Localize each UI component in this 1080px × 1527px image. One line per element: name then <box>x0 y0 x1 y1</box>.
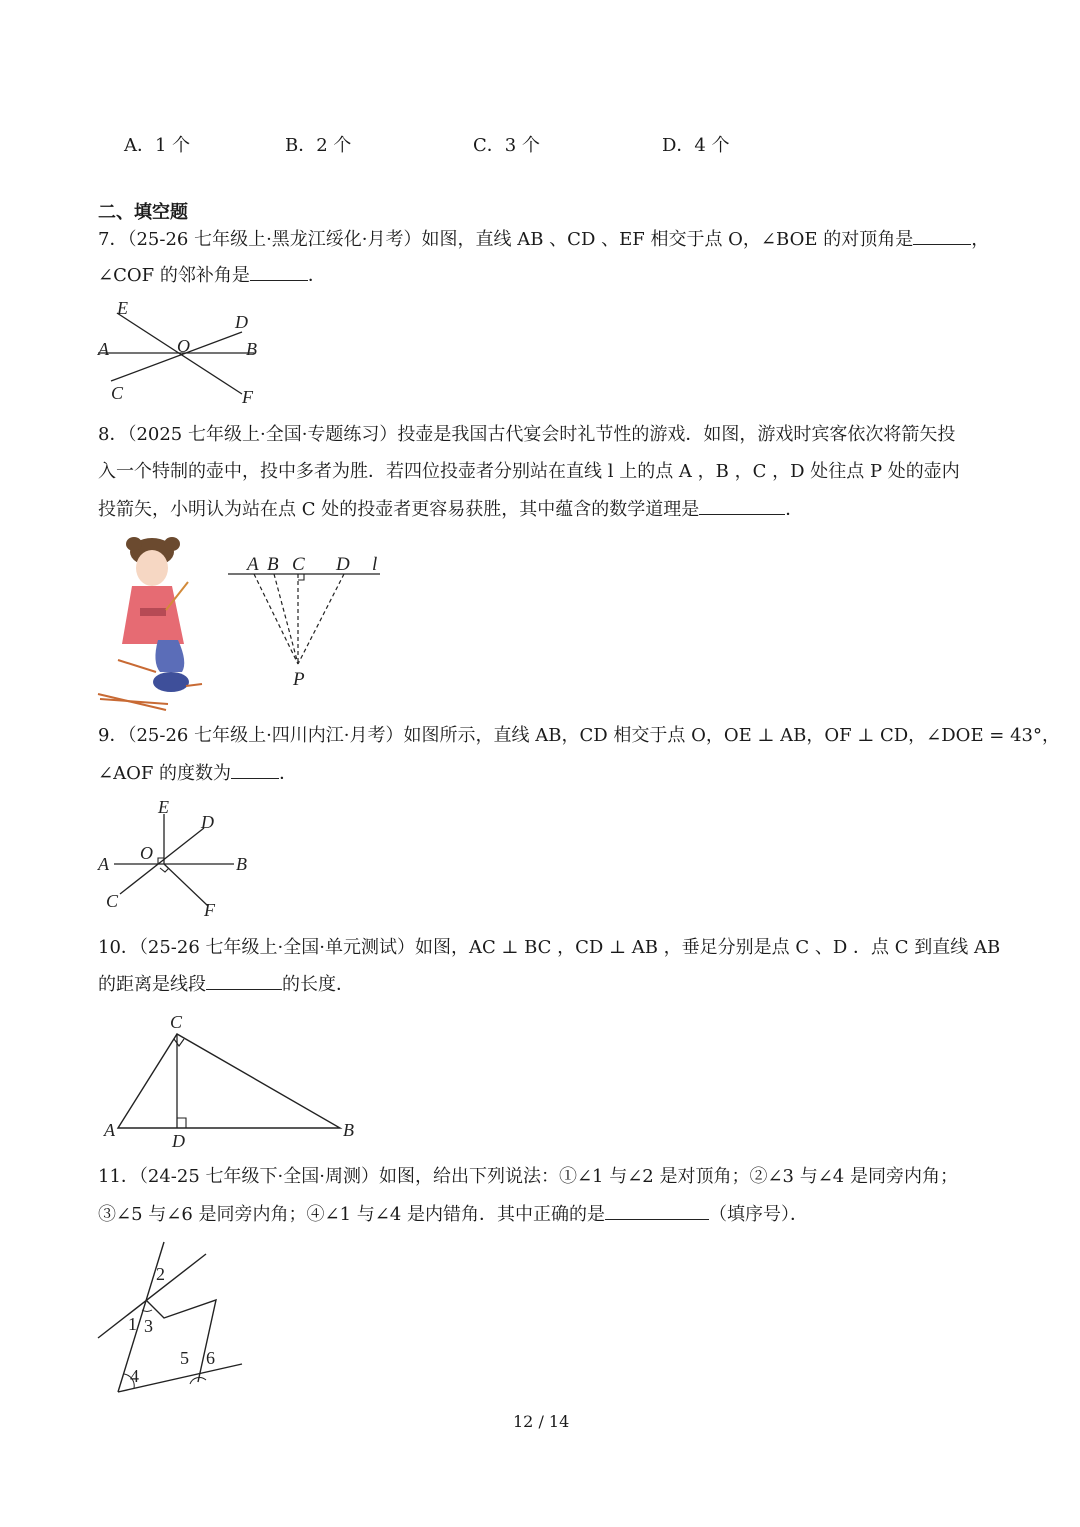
q8-text3-end: ． <box>785 499 804 520</box>
q11-text2: ③∠5 与∠6 是同旁内角；④∠1 与∠4 是内错角．其中正确的是 <box>98 1204 606 1225</box>
q10-label-d: D <box>172 1131 185 1151</box>
q11-angle-arc-13 <box>142 1310 152 1311</box>
q7-label-o: O <box>177 336 190 356</box>
q10-label-a: A <box>104 1120 115 1140</box>
q11-figure <box>94 1236 250 1398</box>
q9-label-e: E <box>158 797 169 817</box>
q7-text1-end: ， <box>971 229 990 250</box>
pot-neck <box>155 640 184 672</box>
q8-blank <box>699 498 785 515</box>
q8-figure <box>226 546 388 692</box>
q10-right-angle-c <box>174 1039 184 1046</box>
q8-label-l: l <box>372 554 378 575</box>
q9-line2 <box>98 762 297 785</box>
q11-label-1: 1 <box>128 1314 137 1334</box>
q9-line1: 9．（25-26 七年级上·四川内江·月考）如图所示，直线 AB，CD 相交于点 O，OE ⊥ AB，OF ⊥ CD，∠DOE = 43°， <box>98 725 1061 746</box>
q8-line2: 入一个特制的壶中，投中多者为胜．若四位投壶者分别站在直线 l 上的点 A ，B ，C ，D 处往点 P 处的壶内 <box>98 461 960 482</box>
q10-line2 <box>98 973 354 996</box>
q9-ray-of <box>164 864 208 906</box>
option-d: D．4 个 <box>662 135 730 156</box>
girl-belt <box>140 608 166 616</box>
q10-blank <box>206 973 282 990</box>
q9-line-cd <box>120 828 204 894</box>
q8-dash-bp <box>274 574 298 664</box>
q7-label-a: A <box>98 339 109 359</box>
q10-line1: 10．（25-26 七年级上·全国·单元测试）如图，AC ⊥ BC ，CD ⊥ AB ，垂足分别是点 C 、D ．点 C 到直线 AB <box>98 937 1001 958</box>
arrow-flying <box>118 660 156 672</box>
q8-text3: 投箭矢，小明认为站在点 C 处的投壶者更容易获胜，其中蕴含的数学道理是 <box>98 499 700 520</box>
q11-label-4: 4 <box>130 1366 139 1386</box>
page-number: 12 / 14 <box>513 1412 570 1431</box>
q11-text2-end: （填序号）． <box>709 1204 809 1225</box>
option-b: B．2 个 <box>285 135 352 156</box>
q10-text2: 的距离是线段 <box>98 974 206 995</box>
q9-text2-end: ． <box>279 763 298 784</box>
q8-label-p: P <box>293 669 305 690</box>
q10-figure <box>100 1008 360 1152</box>
q7-line2 <box>98 264 326 287</box>
q9-label-d: D <box>201 812 214 832</box>
q9-text2: ∠AOF 的度数为 <box>98 763 232 784</box>
q10-right-angle-d <box>177 1118 186 1128</box>
q7-label-f: F <box>242 387 253 407</box>
q8-label-a: A <box>247 554 259 575</box>
q8-line3 <box>98 498 803 521</box>
q11-line2 <box>98 1203 808 1226</box>
section-title: 二、填空题 <box>98 202 188 223</box>
q9-label-a: A <box>98 854 109 874</box>
q11-label-6: 6 <box>206 1348 215 1368</box>
q9-right-angle-f <box>160 868 169 872</box>
q10-text2-end: 的长度． <box>282 974 354 995</box>
q7-label-e: E <box>117 298 128 318</box>
q7-label-c: C <box>111 383 124 403</box>
q10-label-c: C <box>170 1012 183 1032</box>
q8-dash-dp <box>298 574 344 664</box>
q8-line1: 8．（2025 七年级上·全国·专题练习）投壶是我国古代宴会时礼节性的游戏．如图，游戏时宾客依次将箭矢投 <box>98 424 956 445</box>
q8-label-d: D <box>336 554 350 575</box>
q10-label-b: B <box>343 1120 354 1140</box>
q10-triangle-abc <box>118 1034 340 1128</box>
q11-blank <box>605 1203 709 1220</box>
q7-label-d: D <box>235 312 248 332</box>
pot-body <box>153 672 189 692</box>
q11-label-5: 5 <box>180 1348 189 1368</box>
q9-label-b: B <box>236 854 247 874</box>
q7-line1 <box>98 228 989 251</box>
girl-face <box>136 550 168 586</box>
q8-label-b: B <box>267 554 279 575</box>
option-a: A．1 个 <box>124 135 191 156</box>
q7-label-b: B <box>246 339 257 359</box>
q9-label-o: O <box>140 843 153 863</box>
q7-text1: 7．（25-26 七年级上·黑龙江绥化·月考）如图，直线 AB 、CD 、EF 相交于点 O，∠BOE 的对顶角是 <box>98 229 914 250</box>
q7-blank2 <box>250 264 308 281</box>
q7-text2-end: ． <box>307 265 326 286</box>
option-c: C．3 个 <box>473 135 540 156</box>
q11-line1: 11．（24-25 七年级下·全国·周测）如图，给出下列说法：①∠1 与∠2 是对顶角；②∠3 与∠4 是同旁内角； <box>98 1166 958 1187</box>
girl-bun-left <box>126 537 142 551</box>
q9-label-f: F <box>204 900 215 920</box>
q8-girl-illustration <box>96 532 216 712</box>
q9-label-c: C <box>106 891 119 911</box>
q11-label-2: 2 <box>156 1264 165 1284</box>
q8-label-c: C <box>292 554 305 575</box>
q8-dash-ap <box>254 574 298 664</box>
girl-bun-right <box>164 537 180 551</box>
q7-figure <box>94 296 274 408</box>
q7-text2: ∠COF 的邻补角是 <box>98 265 250 286</box>
q9-figure <box>94 794 264 922</box>
q7-blank1 <box>913 228 971 245</box>
q11-polyline <box>146 1300 216 1382</box>
q11-label-3: 3 <box>144 1316 153 1336</box>
q9-blank <box>231 762 279 779</box>
